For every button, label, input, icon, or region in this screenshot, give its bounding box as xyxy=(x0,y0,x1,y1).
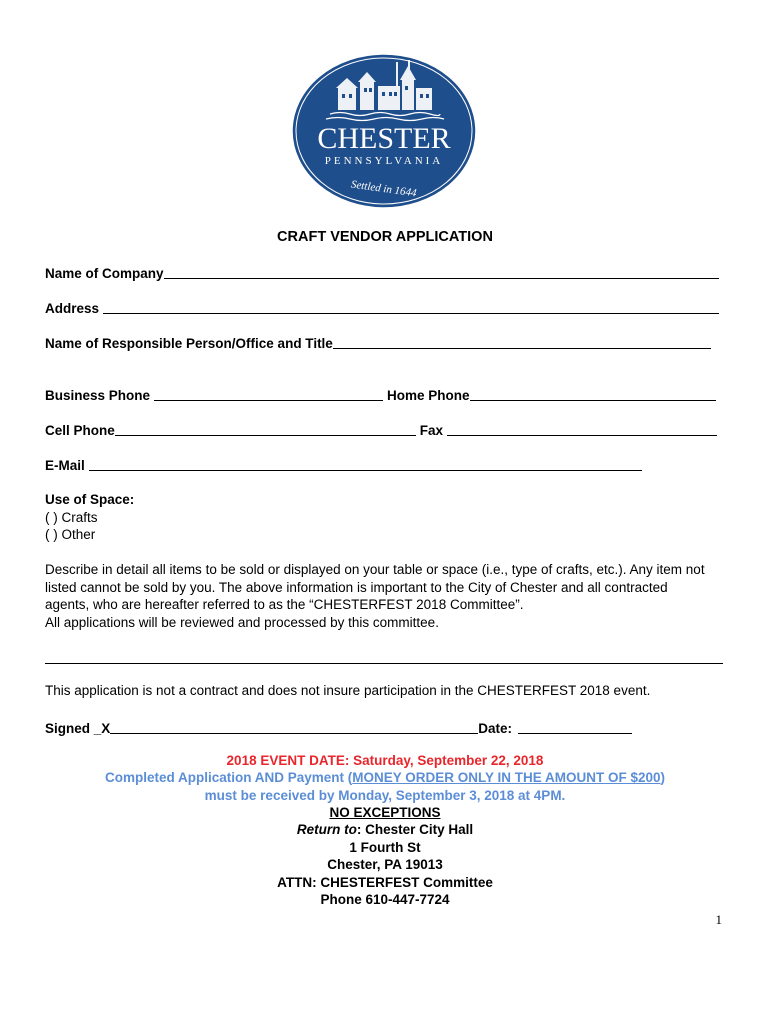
date-label: Date: xyxy=(478,721,513,736)
email-row xyxy=(45,455,642,473)
address-label: Address xyxy=(45,301,100,316)
logo-state: PENNSYLVANIA xyxy=(324,155,444,167)
signed-label: Signed _X xyxy=(45,721,111,736)
responsible-row xyxy=(45,333,711,351)
business-phone-field[interactable] xyxy=(154,388,383,401)
payment-instructions xyxy=(0,770,770,785)
return-to xyxy=(0,822,770,837)
email-field[interactable] xyxy=(89,458,642,471)
date-field[interactable] xyxy=(518,721,632,734)
page-number: 1 xyxy=(715,912,722,927)
description-line: listed cannot be sold by you. The above information is important to the City of Chester and all contracted xyxy=(45,579,668,595)
use-of-space xyxy=(45,491,134,544)
return-value: : Chester City Hall xyxy=(356,822,474,837)
event-date: 2018 EVENT DATE: Saturday, September 22, 2018 xyxy=(226,753,544,768)
responsible-label: Name of Responsible Person/Office and Title xyxy=(45,336,333,351)
option-other[interactable]: ( ) Other xyxy=(45,527,96,542)
logo-name: CHESTER xyxy=(317,122,451,155)
description-paragraph xyxy=(45,561,727,631)
deadline: must be received by Monday, September 3, 2018 at 4PM. xyxy=(204,788,566,803)
items-description-line[interactable] xyxy=(45,663,723,664)
cell-phone-label: Cell Phone xyxy=(45,423,115,438)
phone-row xyxy=(45,385,716,403)
notice-text: This application is not a contract and does not insure participation in the CHESTERFEST 2018 event. xyxy=(45,683,651,698)
payment-amount: MONEY ORDER ONLY IN THE AMOUNT OF $200 xyxy=(352,770,661,785)
address-row xyxy=(45,298,719,316)
option-crafts[interactable]: ( ) Crafts xyxy=(45,509,98,525)
logo-settled: Settled in 1644 xyxy=(350,178,418,200)
form-title: CRAFT VENDOR APPLICATION xyxy=(277,229,493,245)
email-label: E-Mail xyxy=(45,458,85,473)
address-field[interactable] xyxy=(103,301,719,314)
no-exceptions: NO EXCEPTIONS xyxy=(329,805,441,820)
payment-prefix: Completed Application AND Payment ( xyxy=(104,770,353,785)
return-label: Return to xyxy=(296,822,357,837)
home-phone-field[interactable] xyxy=(470,388,716,401)
description-line: Describe in detail all items to be sold or displayed on your table or space (i.e., type of crafts, etc.). Any item not xyxy=(45,562,705,577)
return-address-city: Chester, PA 19013 xyxy=(327,857,443,872)
responsible-field[interactable] xyxy=(333,336,711,349)
return-address-street: 1 Fourth St xyxy=(349,840,421,855)
signature-row xyxy=(45,718,632,736)
cell-phone-field[interactable] xyxy=(115,423,416,436)
home-phone-label: Home Phone xyxy=(387,388,470,403)
use-of-space-heading: Use of Space: xyxy=(45,492,135,507)
business-phone-label: Business Phone xyxy=(45,388,151,403)
company-label: Name of Company xyxy=(45,266,164,281)
payment-suffix: ) xyxy=(660,770,666,785)
company-row xyxy=(45,263,719,281)
description-line: All applications will be reviewed and processed by this committee. xyxy=(45,614,439,630)
chester-seal-logo xyxy=(290,52,478,210)
fax-label: Fax xyxy=(419,423,444,438)
fax-field[interactable] xyxy=(447,423,717,436)
return-phone: Phone 610-447-7724 xyxy=(320,892,450,907)
description-line: agents, who are hereafter referred to as the “CHESTERFEST 2018 Committee”. xyxy=(45,597,524,612)
cell-fax-row xyxy=(45,420,717,438)
company-field[interactable] xyxy=(164,266,719,279)
signature-field[interactable] xyxy=(110,721,478,734)
return-attn: ATTN: CHESTERFEST Committee xyxy=(277,875,493,890)
